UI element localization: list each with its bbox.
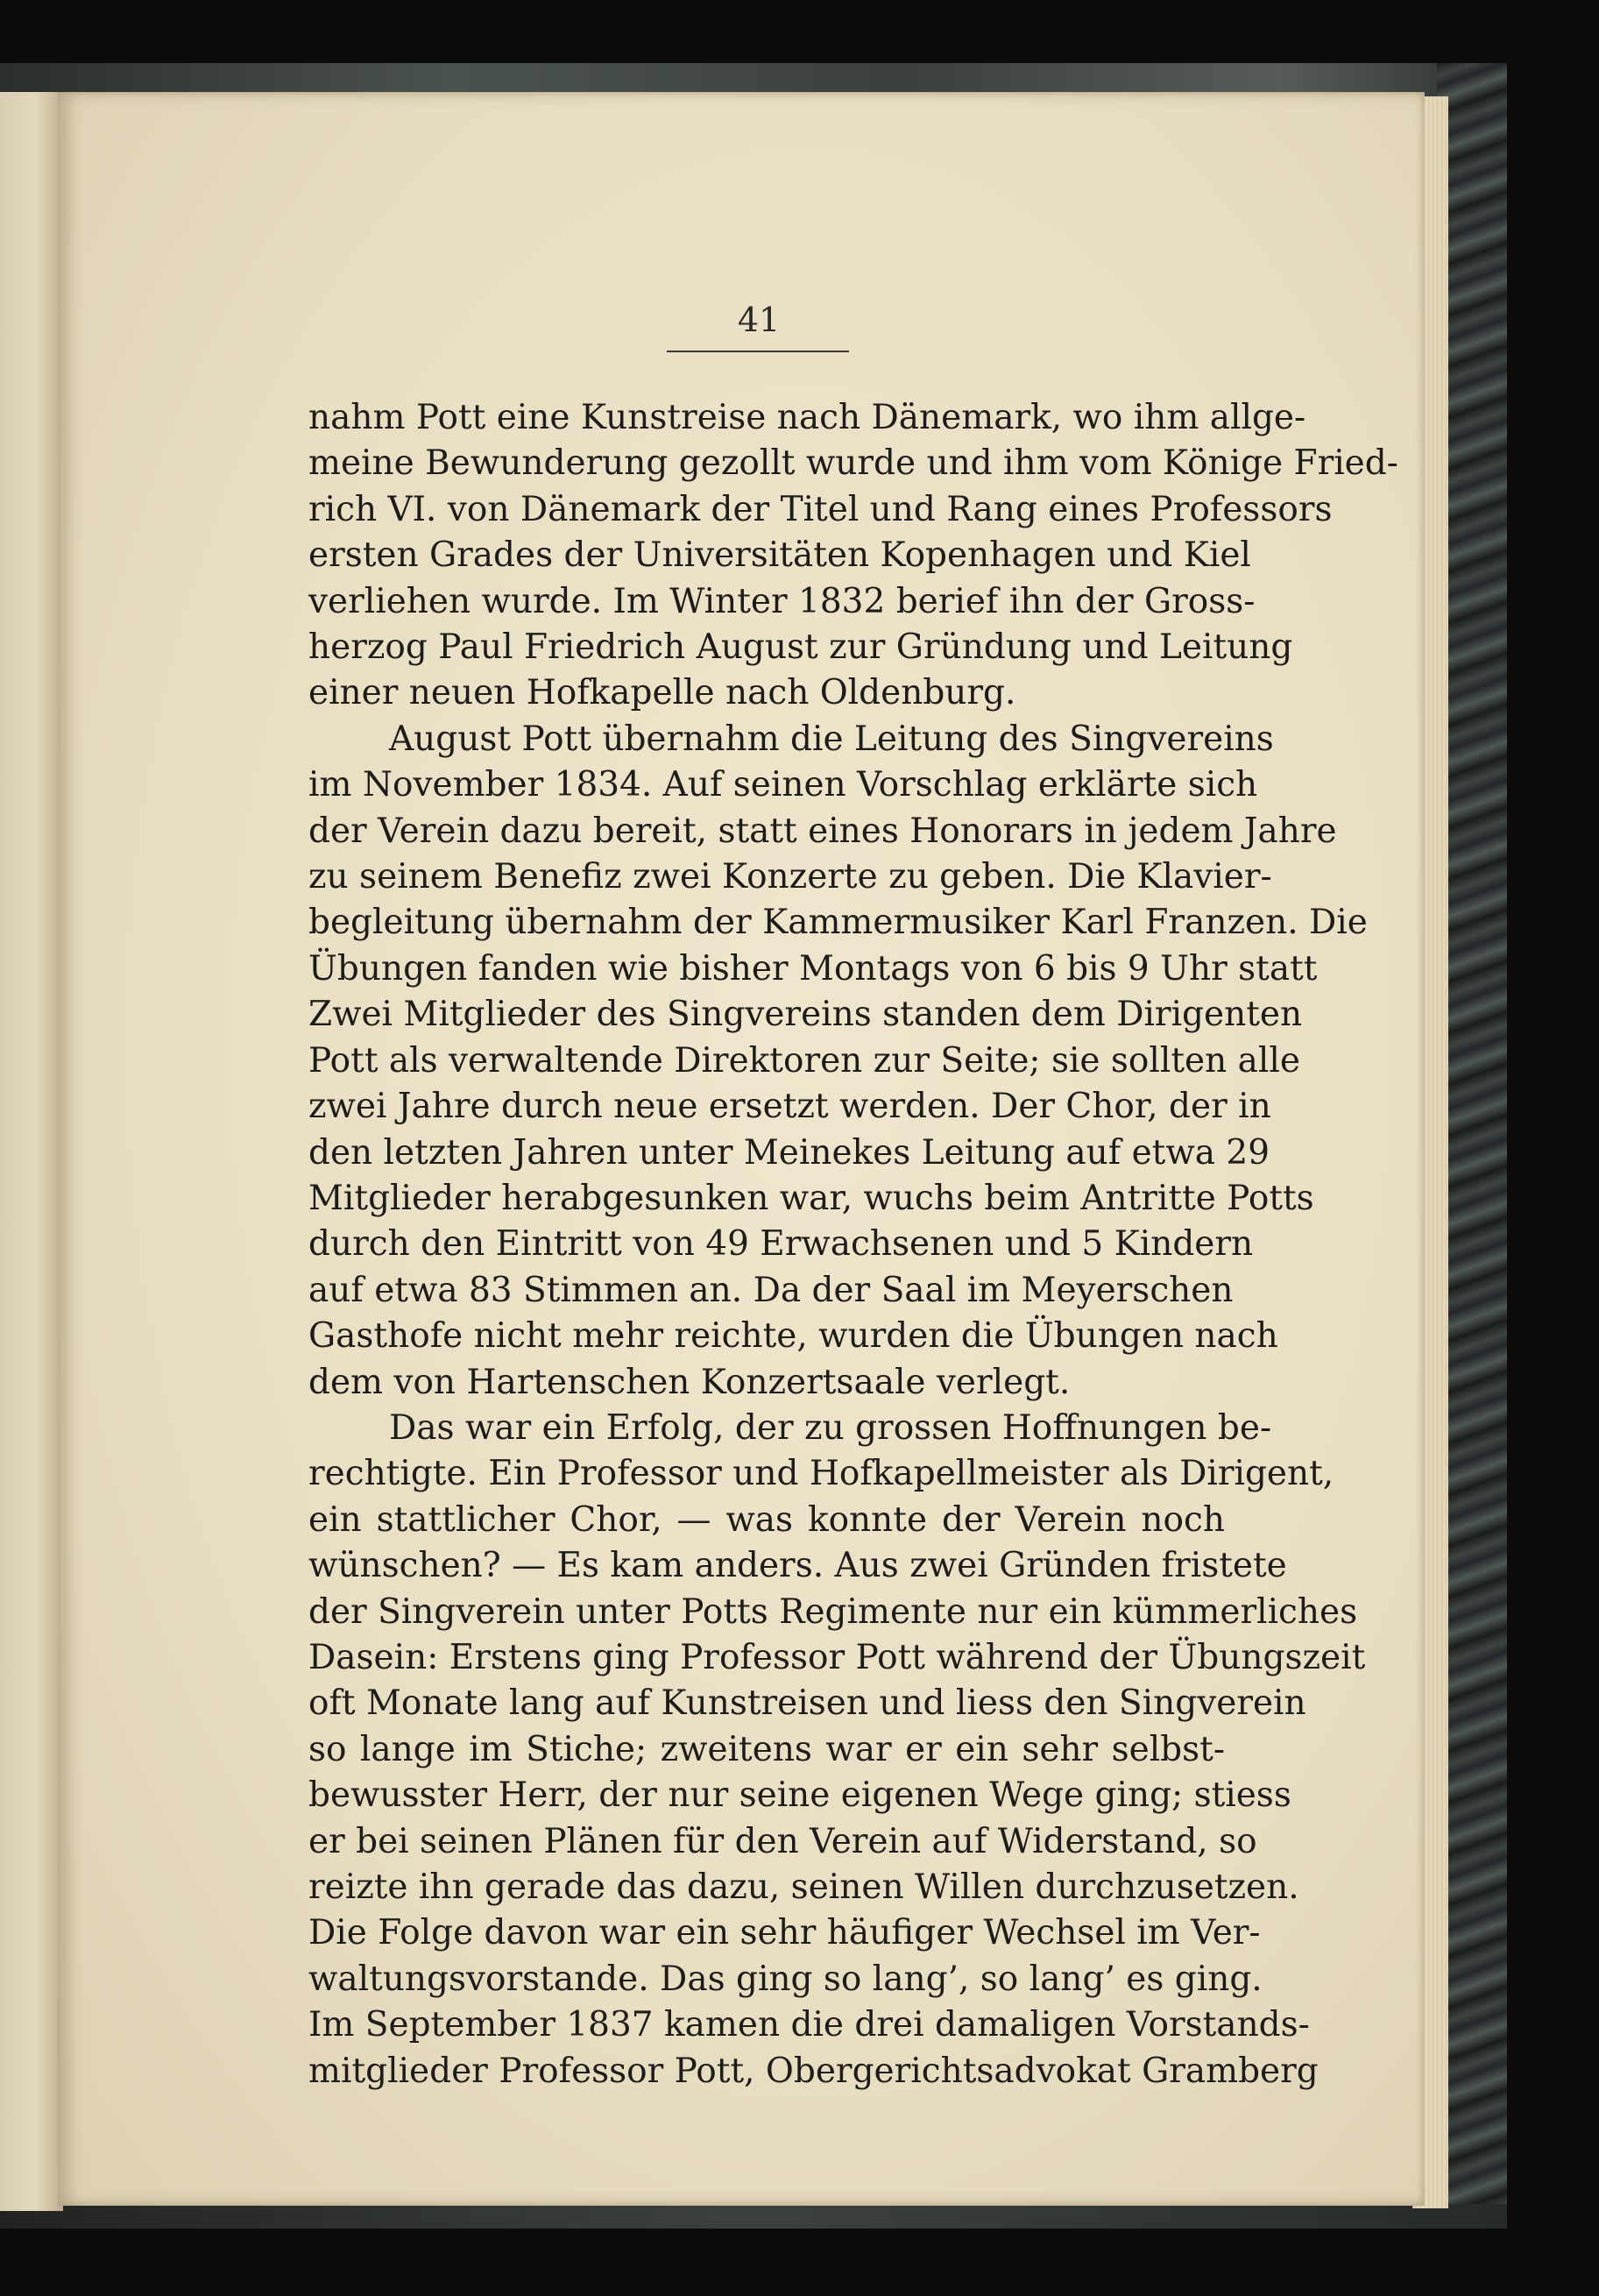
text-line: so lange im Stiche; zweitens war er ein sehr selbst-	[308, 1729, 1225, 1769]
book-cover-bottom	[0, 2204, 1507, 2229]
text-line: durch den Eintritt von 49 Erwachsenen und 5 Kindern	[308, 1224, 1254, 1265]
text-line: August Pott übernahm die Leitung des Singvereins	[389, 719, 1274, 759]
text-line: einer neuen Hofkapelle nach Oldenburg.	[308, 673, 1016, 713]
text-line: dem von Hartenschen Konzertsaale verlegt.	[308, 1362, 1071, 1402]
text-line: bewusster Herr, der nur seine eigenen Wege ging; stiess	[308, 1775, 1291, 1816]
text-line: der Singverein unter Potts Regimente nur ein kümmerliches	[308, 1591, 1358, 1632]
header-rule	[667, 351, 849, 352]
text-line: im November 1834. Auf seinen Vorschlag erklärte sich	[308, 765, 1258, 805]
text-line: zwei Jahre durch neue ersetzt werden. Der Chor, der in	[308, 1087, 1271, 1127]
text-line: ein stattlicher Chor, — was konnte der Verein noch	[308, 1499, 1225, 1540]
text-line: der Verein dazu bereit, statt eines Honorars in jedem Jahre	[308, 811, 1337, 851]
text-line: Zwei Mitglieder des Singvereins standen dem Dirigenten	[308, 995, 1303, 1035]
text-line: Mitglieder herabgesunken war, wuchs beim Antritte Potts	[308, 1178, 1314, 1218]
text-line: waltungsvorstande. Das ging so lang’, so lang’ es ging.	[308, 1959, 1263, 1999]
text-line: er bei seinen Plänen für den Verein auf Widerstand, so	[308, 1821, 1257, 1861]
text-line: meine Bewunderung gezollt wurde und ihm vom Könige Fried-	[308, 443, 1398, 484]
text-line: Dasein: Erstens ging Professor Pott während der Übungszeit	[308, 1637, 1366, 1677]
text-line: oft Monate lang auf Kunstreisen und liess den Singverein	[308, 1683, 1306, 1724]
text-line: wünschen? — Es kam anders. Aus zwei Gründen fristete	[308, 1546, 1287, 1586]
text-line: Die Folge davon war ein sehr häufiger Wechsel im Ver-	[308, 1913, 1261, 1953]
text-line: rich VI. von Dänemark der Titel und Rang eines Professors	[308, 489, 1333, 529]
book-page	[58, 92, 1425, 2206]
page-number: 41	[737, 301, 781, 339]
text-line: Im September 1837 kamen die drei damaligen Vorstands-	[308, 2005, 1310, 2045]
text-line: Gasthofe nicht mehr reichte, wurden die Übungen nach	[308, 1316, 1278, 1357]
text-line: herzog Paul Friedrich August zur Gründung und Leitung	[308, 627, 1293, 668]
text-line: auf etwa 83 Stimmen an. Da der Saal im Meyerschen	[308, 1270, 1234, 1310]
body-text	[308, 395, 1398, 2094]
text-line: Übungen fanden wie bisher Montags von 6 bis 9 Uhr statt	[308, 948, 1318, 989]
text-line: mitglieder Professor Pott, Obergerichtsadvokat Gramberg	[308, 2051, 1319, 2091]
text-line: reizte ihn gerade das dazu, seinen Willen durchzusetzen.	[308, 1867, 1299, 1907]
text-line: rechtigte. Ein Professor und Hofkapellmeister als Dirigent,	[308, 1454, 1334, 1494]
text-line: den letzten Jahren unter Meinekes Leitung auf etwa 29	[308, 1132, 1270, 1173]
text-line: nahm Pott eine Kunstreise nach Dänemark, wo ihm allge-	[308, 398, 1306, 437]
text-line: zu seinem Benefiz zwei Konzerte zu geben. Die Klavier-	[308, 857, 1272, 897]
text-line: begleitung übernahm der Kammermusiker Karl Franzen. Die	[308, 903, 1368, 943]
text-line: Das war ein Erfolg, der zu grossen Hoffnungen be-	[389, 1407, 1272, 1448]
facing-page-edge	[0, 92, 63, 2211]
text-line: verliehen wurde. Im Winter 1832 berief ihn der Gross-	[308, 581, 1256, 621]
text-line: ersten Grades der Universitäten Kopenhagen und Kiel	[308, 535, 1251, 576]
text-line: Pott als verwaltende Direktoren zur Seite; sie sollten alle	[308, 1040, 1300, 1081]
